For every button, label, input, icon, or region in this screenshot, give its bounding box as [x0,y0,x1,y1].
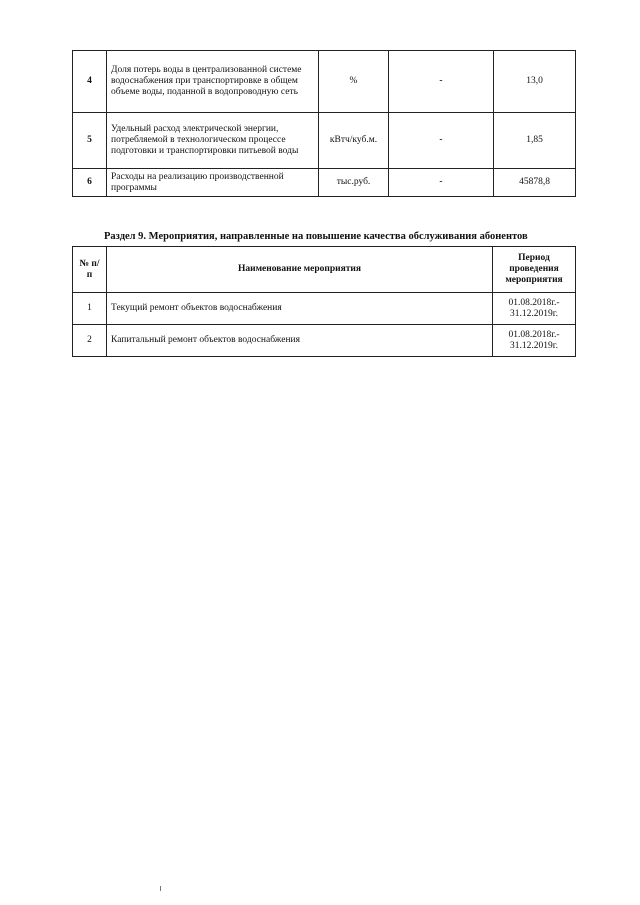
row-number: 1 [73,293,107,325]
indicator-value-before: - [389,169,494,197]
header-name: Наименование мероприятия [107,247,493,293]
row-number: 6 [73,169,107,197]
header-num: № п/п [73,247,107,293]
row-number: 5 [73,113,107,169]
table-row [73,325,576,357]
row-number: 2 [73,325,107,357]
indicator-value-before: - [389,113,494,169]
row-number: 4 [73,51,107,113]
indicator-value-before: - [389,51,494,113]
measure-period: 01.08.2018г.- 31.12.2019г. [493,325,576,357]
table-row [73,293,576,325]
section-title: Раздел 9. Мероприятия, направленные на повышение качества обслуживания абонентов [104,231,528,242]
indicator-value-target: 1,85 [494,113,576,169]
indicator-name: Расходы на реализацию производственной программы [107,169,319,197]
table-row [73,113,576,169]
indicator-unit: тыс.руб. [319,169,389,197]
measure-period: 01.08.2018г.- 31.12.2019г. [493,293,576,325]
indicators-table [72,50,576,197]
indicator-name: Доля потерь воды в централизованной системе водоснабжения при транспортировке в общем объеме воды, поданной в водопроводную сеть [107,51,319,113]
indicator-value-target: 45878,8 [494,169,576,197]
table-header-row [73,247,576,293]
measure-name: Текущий ремонт объектов водоснабжения [107,293,493,325]
measure-name: Капитальный ремонт объектов водоснабжения [107,325,493,357]
measures-table [72,246,576,357]
table-row [73,169,576,197]
indicator-unit: кВтч/куб.м. [319,113,389,169]
header-period: Период проведения мероприятия [493,247,576,293]
indicator-value-target: 13,0 [494,51,576,113]
table-row [73,51,576,113]
indicator-name: Удельный расход электрической энергии, потребляемой в технологическом процессе подготовки и транспортировки питьевой воды [107,113,319,169]
scan-mark [160,886,161,891]
indicator-unit: % [319,51,389,113]
